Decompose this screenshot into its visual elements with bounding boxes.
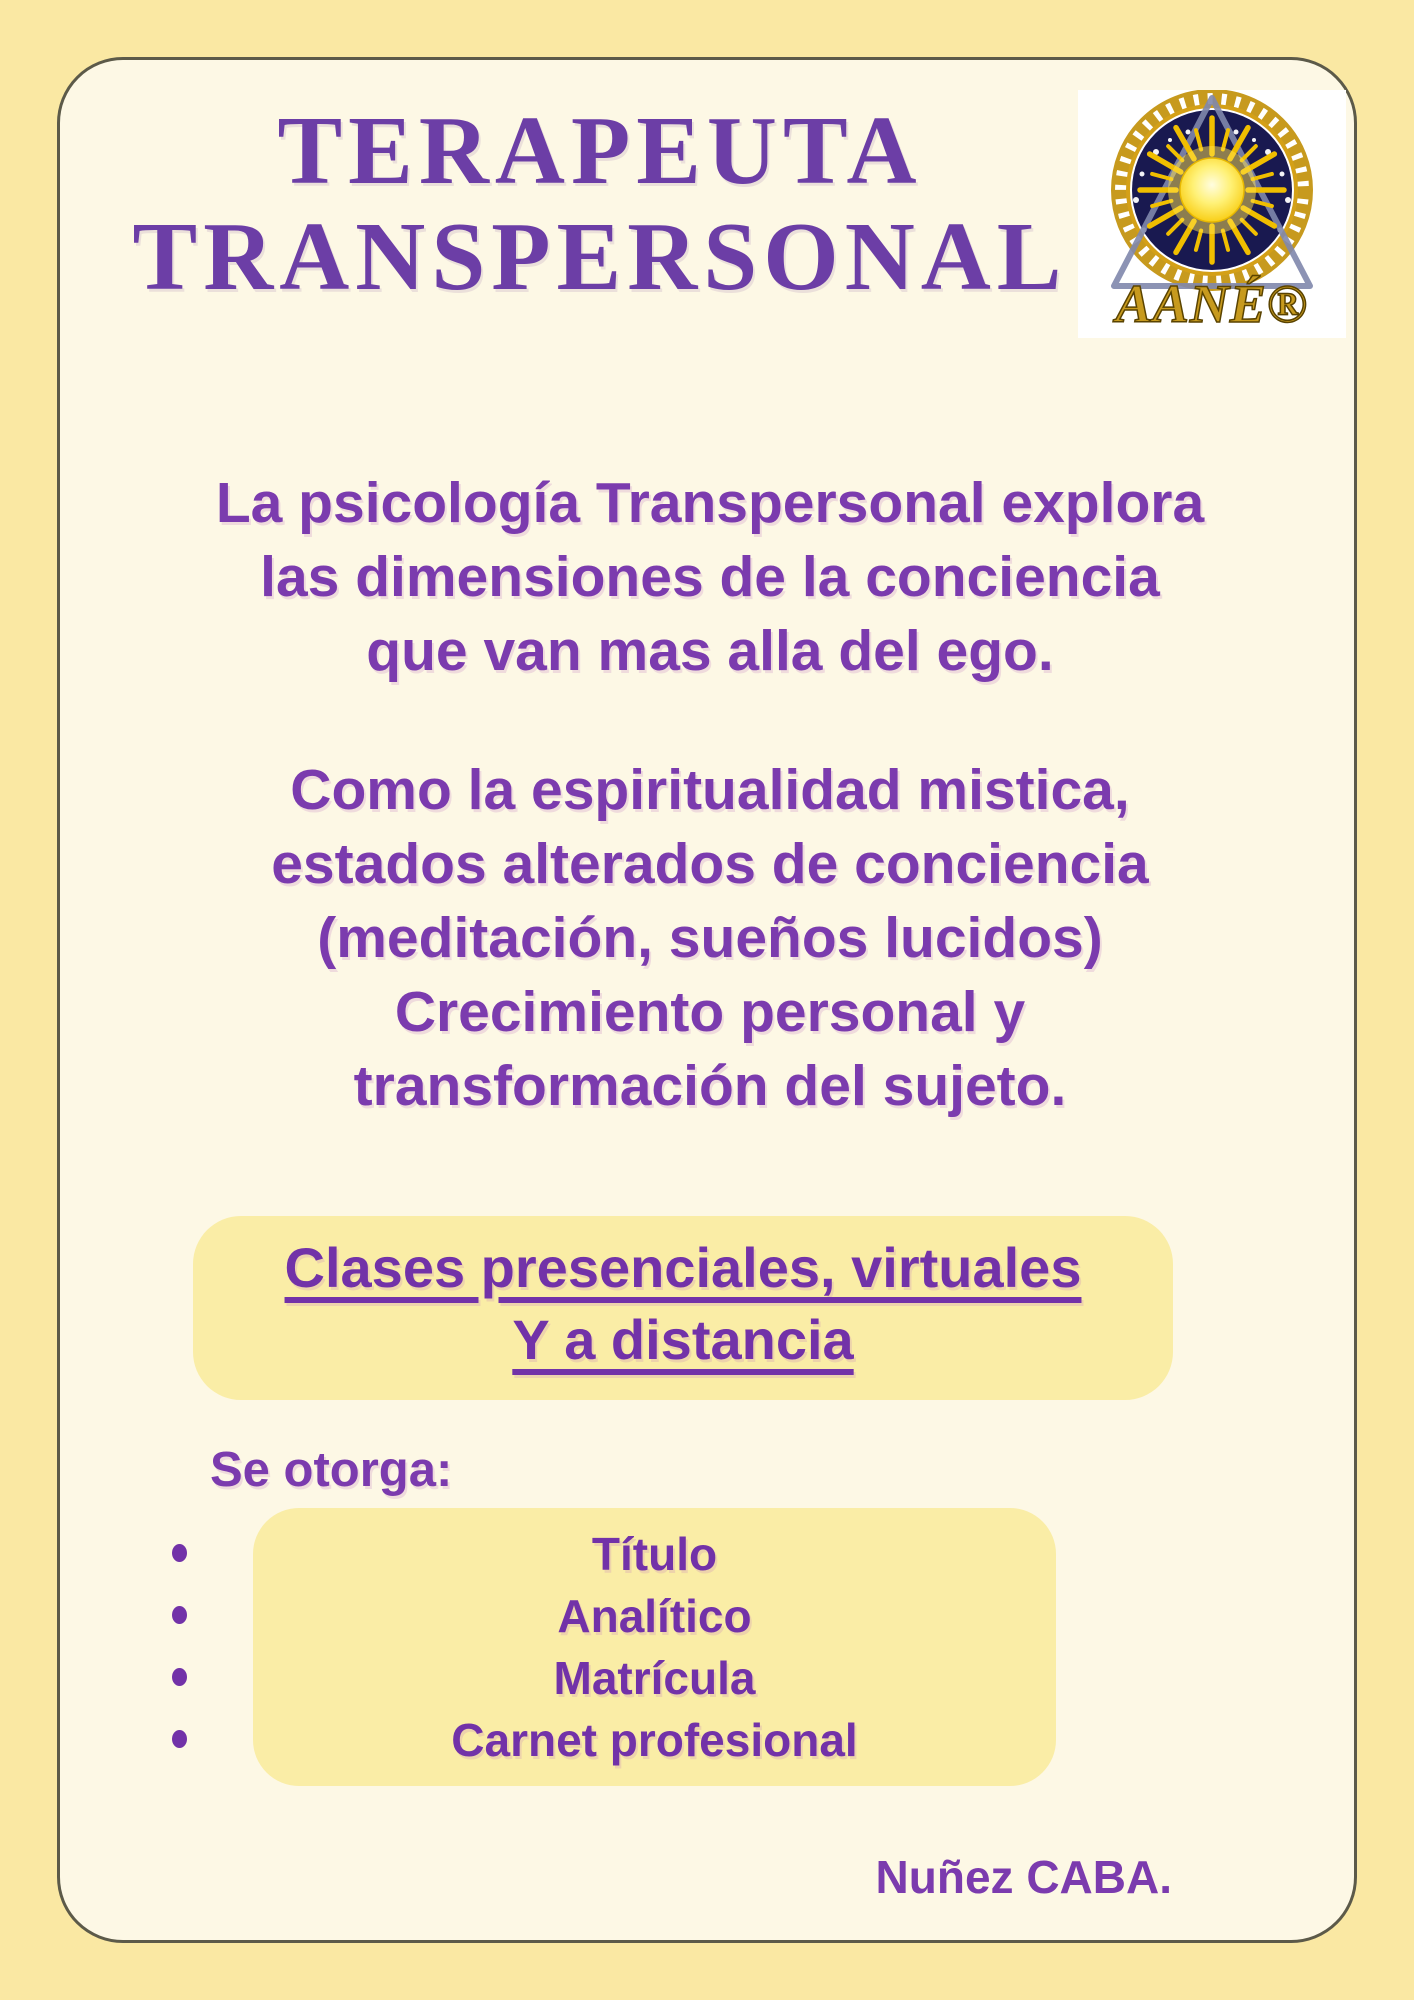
body-line: estados alterados de conciencia xyxy=(271,832,1149,896)
flyer-title xyxy=(60,98,1140,310)
aane-logo xyxy=(1078,90,1346,338)
intro-line: las dimensiones de la conciencia xyxy=(260,545,1160,609)
intro-paragraph xyxy=(120,466,1300,688)
body-line: Como la espiritualidad mistica, xyxy=(290,758,1130,822)
body-line: (meditación, sueños lucidos) xyxy=(317,906,1103,970)
credential-item: Título xyxy=(591,1528,718,1580)
bullet-dot xyxy=(172,1668,187,1686)
title-line-1: TERAPEUTA xyxy=(277,97,923,204)
se-otorga-label: Se otorga: xyxy=(210,1443,453,1497)
credential-item: Carnet profesional xyxy=(451,1714,858,1766)
classes-highlight-box xyxy=(193,1216,1173,1400)
body-line: Crecimiento personal y xyxy=(394,980,1026,1044)
intro-line: que van mas alla del ego. xyxy=(366,619,1054,683)
intro-line: La psicología Transpersonal explora xyxy=(215,471,1205,535)
credential-item: Analítico xyxy=(557,1590,752,1642)
credentials-box xyxy=(253,1508,1056,1786)
title-line-2: TRANSPERSONAL xyxy=(132,203,1068,310)
logo-acronym: AANÉ® xyxy=(1115,274,1309,334)
aane-emblem-graphic xyxy=(1078,90,1346,338)
bullet-dot xyxy=(172,1544,187,1562)
classes-line-1: Clases presenciales, virtuales xyxy=(284,1236,1082,1299)
bullet-dot xyxy=(172,1730,187,1748)
sun-core xyxy=(1180,158,1244,222)
body-paragraph xyxy=(120,753,1300,1123)
flyer-card xyxy=(57,57,1357,1943)
classes-line-2: Y a distancia xyxy=(512,1308,854,1371)
body-line: transformación del sujeto. xyxy=(353,1054,1067,1118)
credential-item: Matrícula xyxy=(553,1652,756,1704)
bullet-dot xyxy=(172,1606,187,1624)
footer-location: Nuñez CABA. xyxy=(875,1851,1172,1903)
